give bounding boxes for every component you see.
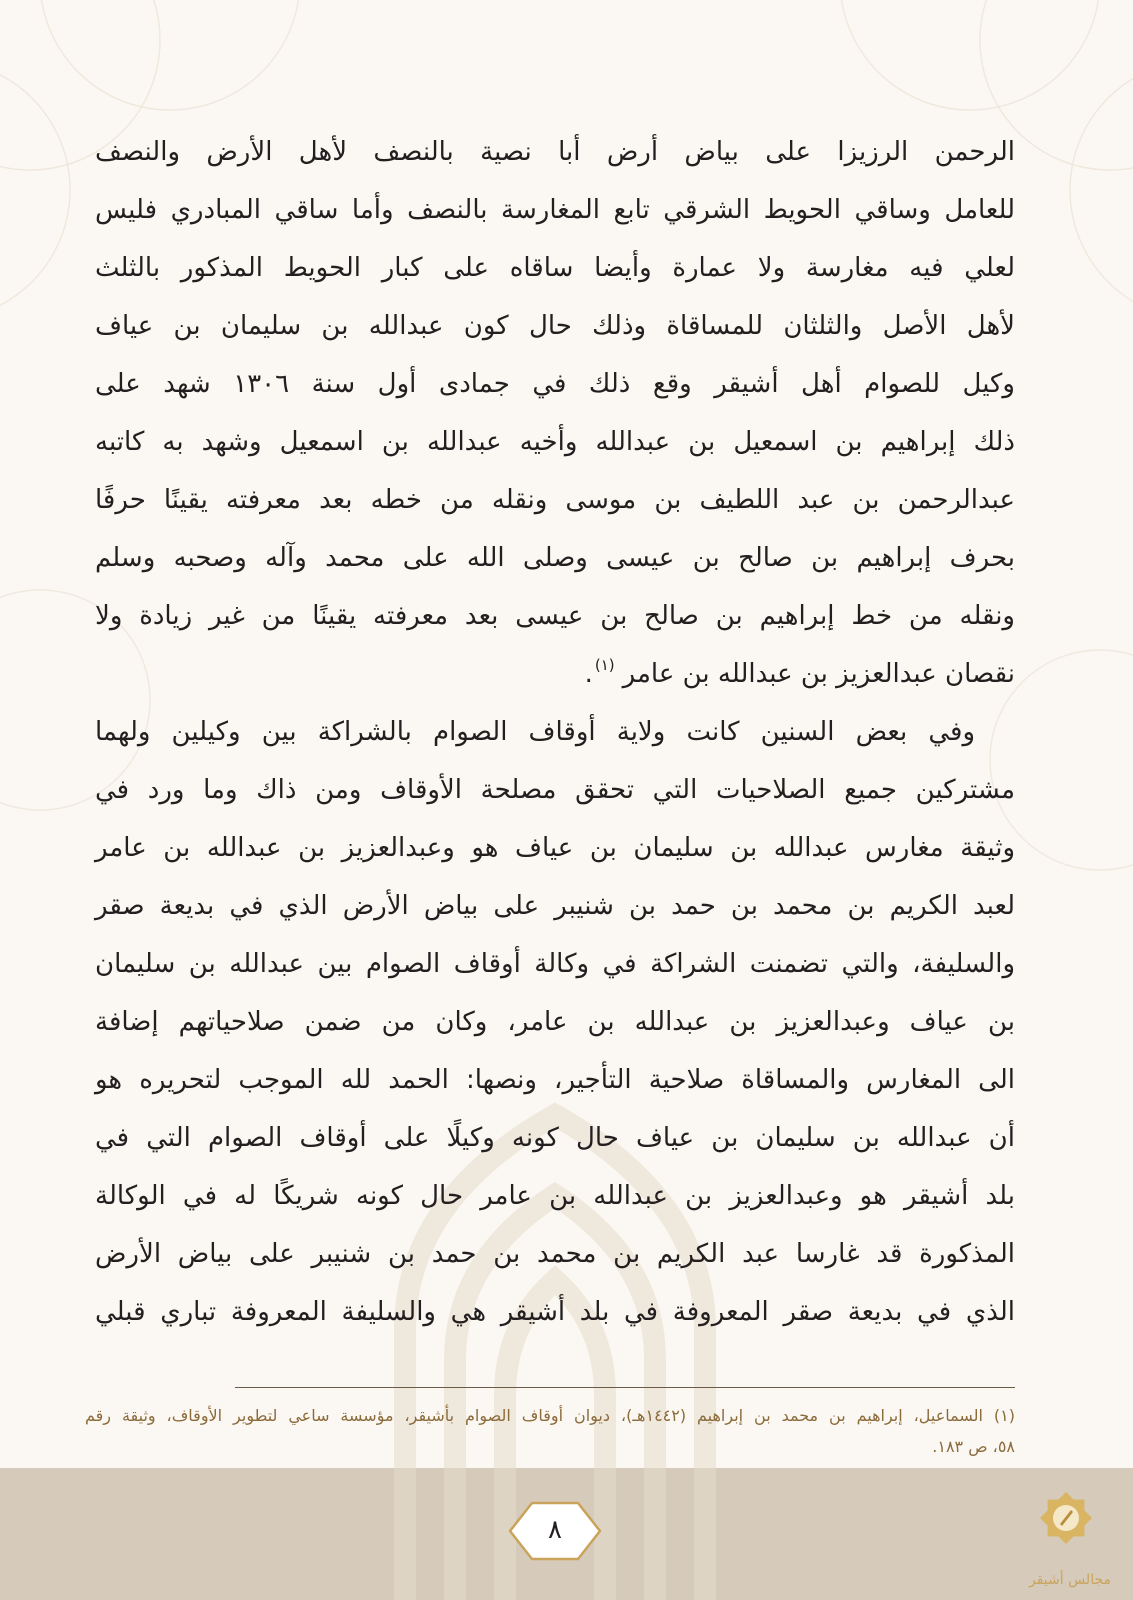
text-line: بحرف إبراهيم بن صالح بن عيسى وصلى الله على محمد وآله وصحبه وسلم <box>95 543 1015 573</box>
text-line: المذكورة قد غارسا عبد الكريم بن محمد بن حمد بن شنيبر على بياض الأرض <box>95 1239 1015 1269</box>
end-punctuation: . <box>584 659 593 689</box>
text-line: وثيقة مغارس عبدالله بن سليمان بن عياف هو وعبدالعزيز بن عبدالله بن عامر <box>95 833 1015 863</box>
footnote-line: ٥٨، ص ١٨٣. <box>932 1437 1015 1456</box>
footnote-separator <box>235 1387 1015 1388</box>
text-line: الذي في بديعة صقر المعروفة في بلد أشيقر هي والسليفة المعروفة تباري قبلي <box>95 1297 1015 1327</box>
text-line: الى المغارس والمساقاة صلاحية التأجير، ونصها: الحمد لله الموجب لتحريره هو <box>95 1065 1015 1095</box>
text-line: لأهل الأصل والثلثان للمساقاة وذلك حال كون عبدالله بن سليمان بن عياف <box>95 311 1015 341</box>
text-line: الرحمن الرزيزا على بياض أرض أبا نصية بالنصف لأهل الأرض والنصف <box>95 137 1015 167</box>
star-emblem-icon <box>1038 1490 1094 1546</box>
logo-text: مجالس أشيقر <box>1028 1572 1112 1588</box>
text-line: بلد أشيقر هو وعبدالعزيز بن عبدالله بن عامر حال كونه شريكًا له في الوكالة <box>95 1181 1015 1211</box>
text-line: وكيل للصوام أهل أشيقر وقع ذلك في جمادى أول سنة ١٣٠٦ شهد على <box>95 369 1015 399</box>
page-number: ٨ <box>548 1515 562 1545</box>
footnote-reference: (١) <box>594 656 615 674</box>
footnote <box>85 1400 1015 1462</box>
text-line: وفي بعض السنين كانت ولاية أوقاف الصوام بالشراكة بين وكيلين ولهما <box>95 717 975 747</box>
footnote-line: (١) السماعيل، إبراهيم بن محمد بن إبراهيم (١٤٤٢هـ)، ديوان أوقاف الصوام بأشيقر، مؤسسة ساعي لتطوير الأوقاف، وثيقة رقم <box>85 1406 1016 1425</box>
text-line: ونقله من خط إبراهيم بن صالح بن عيسى بعد معرفته يقينًا من غير زيادة ولا <box>95 601 1015 631</box>
text-line: لعلي فيه مغارسة ولا عمارة وأيضا ساقاه على كبار الحويط المذكور بالثلث <box>95 253 1015 283</box>
text-line: بن عياف وعبدالعزيز بن عبدالله بن عامر، وكان من ضمن صلاحياتهم إضافة <box>95 1007 1015 1037</box>
text-line: والسليفة، والتي تضمنت الشراكة في وكالة أوقاف الصوام بين عبدالله بن سليمان <box>95 949 1015 979</box>
text-line-last <box>95 645 1015 703</box>
text-line: للعامل وساقي الحويط الشرقي تابع المغارسة بالنصف وأما ساقي المبادري فليس <box>95 195 1015 225</box>
text-line: أن عبدالله بن سليمان بن عياف حال كونه وكيلًا على أوقاف الصوام التي في <box>95 1123 1015 1153</box>
text-line: لعبد الكريم بن محمد بن حمد بن شنيبر على بياض الأرض الذي في بديعة صقر <box>95 891 1015 921</box>
text-line: عبدالرحمن بن عبد اللطيف بن موسى ونقله من خطه بعد معرفته يقينًا حرفًا <box>95 485 1015 515</box>
text-line: مشتركين جميع الصلاحيات التي تحقق مصلحة الأوقاف ومن ذاك وما ورد في <box>95 775 1015 805</box>
paragraph-1 <box>95 123 1015 703</box>
body-text <box>95 123 1015 1341</box>
paragraph-2 <box>95 703 1015 1341</box>
text-span: نقصان عبدالعزيز بن عبدالله بن عامر <box>622 659 1015 689</box>
text-line: ذلك إبراهيم بن اسمعيل بن عبدالله وأخيه عبدالله بن اسمعيل وشهد به كاتبه <box>95 427 1015 457</box>
